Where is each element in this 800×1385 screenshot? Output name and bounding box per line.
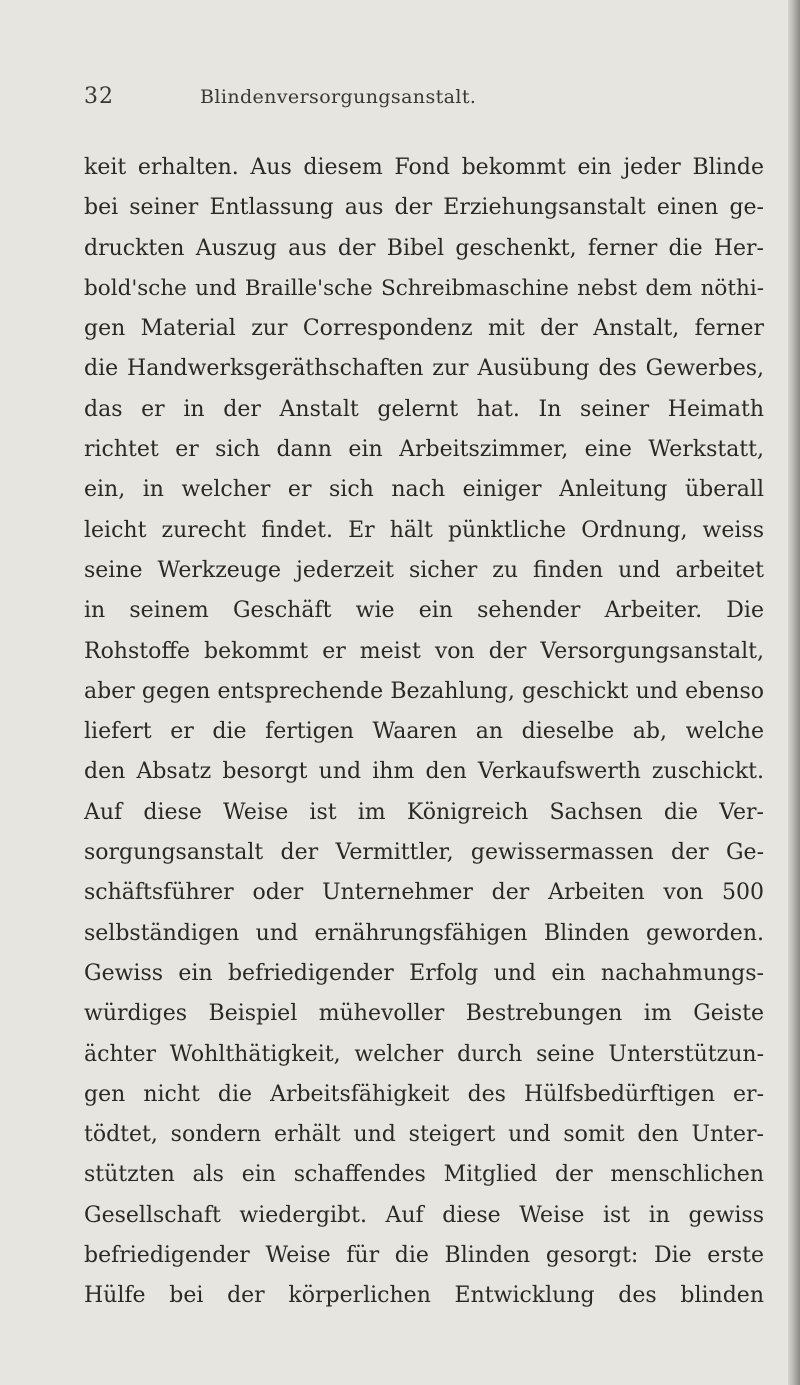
- text-line: tödtet, sondern erhält und steigert und somit den Unter-: [84, 1122, 764, 1148]
- text-line: ächter Wohlthätigkeit, welcher durch seine Unterstützun-: [84, 1041, 764, 1067]
- text-line: schäftsführer oder Unternehmer der Arbeiten von 500: [84, 880, 764, 906]
- text-line: selbständigen und ernährungsfähigen Blinden geworden.: [84, 920, 764, 946]
- running-title: Blindenversorgungsanstalt.: [200, 86, 477, 108]
- text-line: druckten Auszug aus der Bibel geschenkt, ferner die Her-: [84, 235, 764, 261]
- text-line: keit erhalten. Aus diesem Fond bekommt ein jeder Blinde: [84, 155, 764, 180]
- page-header: [84, 84, 564, 118]
- text-line: das er in der Anstalt gelernt hat. In seiner Heimath: [84, 396, 764, 422]
- text-line: richtet er sich dann ein Arbeitszimmer, eine Werkstatt,: [84, 437, 764, 463]
- text-line: die Handwerksgeräthschaften zur Ausübung des Gewerbes,: [84, 356, 764, 382]
- text-line: in seinem Geschäft wie ein sehender Arbeiter. Die: [84, 598, 764, 624]
- text-line: gen Material zur Correspondenz mit der Anstalt, ferner: [84, 316, 764, 342]
- text-line: befriedigender Weise für die Blinden gesorgt: Die erste: [84, 1243, 764, 1269]
- text-line: stützten als ein schaffendes Mitglied der menschlichen: [84, 1162, 764, 1188]
- text-line: bold'sche und Braille'sche Schreibmaschine nebst dem nöthi-: [84, 275, 764, 301]
- text-line: aber gegen entsprechende Bezahlung, geschickt und ebenso: [84, 678, 764, 704]
- text-line: Hülfe bei der körperlichen Entwicklung des blinden: [84, 1283, 764, 1309]
- text-line: seine Werkzeuge jederzeit sicher zu finden und arbeitet: [84, 557, 764, 583]
- text-line: Auf diese Weise ist im Königreich Sachsen die Ver-: [84, 799, 764, 825]
- text-line: den Absatz besorgt und ihm den Verkaufswerth zuschickt.: [84, 759, 764, 785]
- text-line: würdiges Beispiel mühevoller Bestrebungen im Geiste: [84, 1001, 764, 1027]
- text-line: gen nicht die Arbeitsfähigkeit des Hülfsbedürftigen er-: [84, 1081, 764, 1107]
- text-line: sorgungsanstalt der Vermittler, gewissermassen der Ge-: [84, 840, 764, 866]
- text-line: Rohstoffe bekommt er meist von der Versorgungsanstalt,: [84, 638, 764, 664]
- text-line: ein, in welcher er sich nach einiger Anleitung überall: [84, 477, 764, 503]
- text-line: Gesellschaft wiedergibt. Auf diese Weise ist in gewiss: [84, 1202, 764, 1228]
- page-edge-shadow: [788, 0, 800, 1385]
- text-line: liefert er die fertigen Waaren an dieselbe ab, welche: [84, 719, 764, 745]
- text-line: leicht zurecht findet. Er hält pünktliche Ordnung, weiss: [84, 517, 764, 543]
- page-number: 32: [84, 84, 114, 109]
- body-text: [84, 148, 764, 1317]
- text-line: bei seiner Entlassung aus der Erziehungsanstalt einen ge-: [84, 195, 764, 221]
- text-line: Gewiss ein befriedigender Erfolg und ein nachahmungs-: [84, 960, 764, 986]
